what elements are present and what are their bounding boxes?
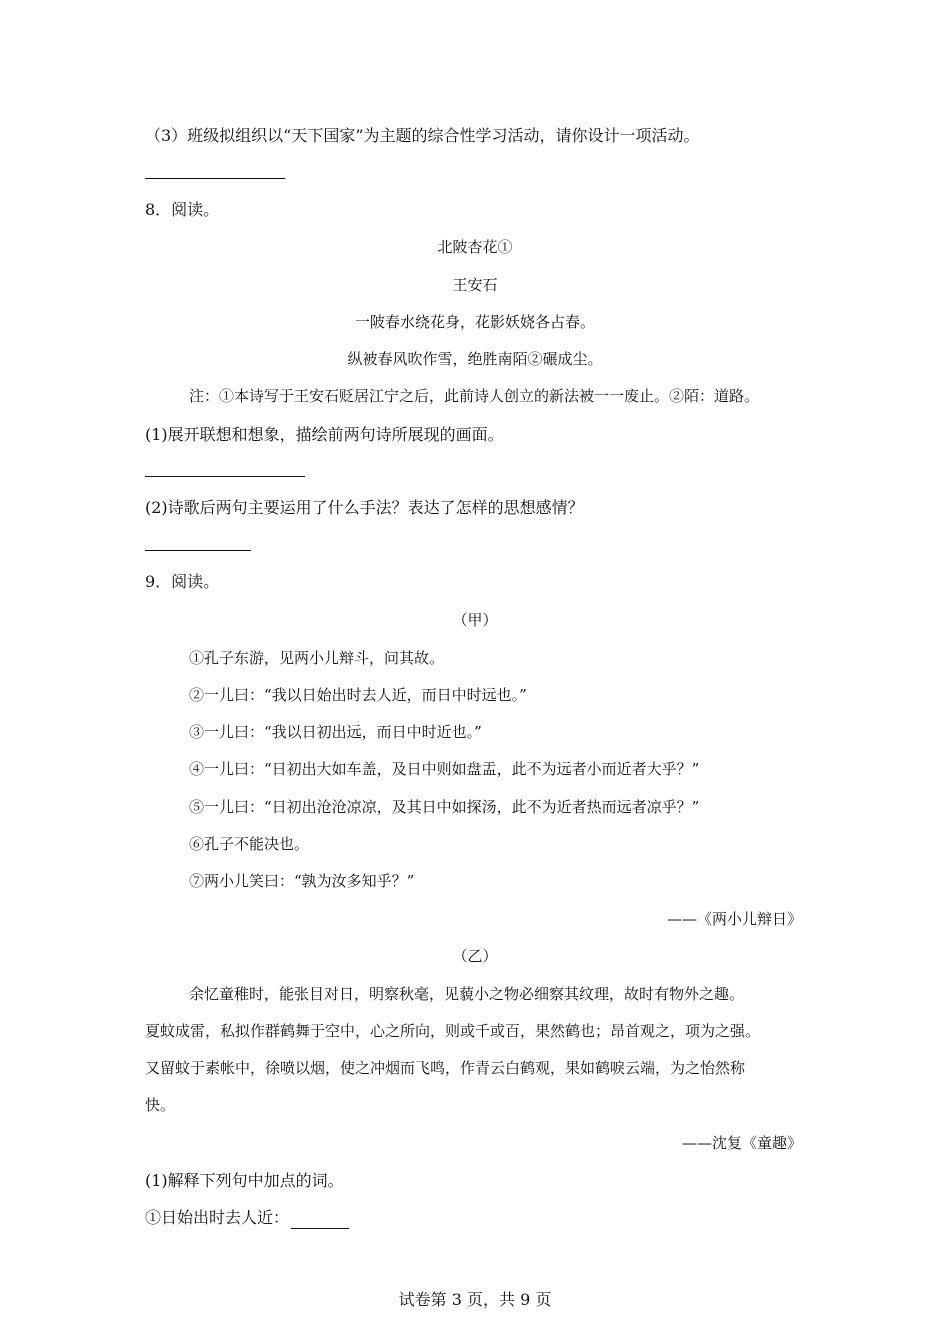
q8-sub2-answer-blank[interactable] bbox=[145, 550, 251, 551]
q9-sub1-item1 bbox=[145, 1207, 349, 1229]
jia-line-2: ②一儿曰：“我以日始出时去人近，而日中时远也。” bbox=[189, 686, 527, 704]
q7-part3-prompt: （3）班级拟组织以“天下国家”为主题的综合性学习活动，请你设计一项活动。 bbox=[145, 126, 700, 145]
yi-line-1: 余忆童稚时，能张目对日，明察秋毫，见藐小之物必细察其纹理，故时有物外之趣。 bbox=[189, 985, 745, 1003]
jia-line-3: ③一儿曰：“我以日初出远，而日中时近也。” bbox=[189, 723, 482, 741]
poem-note: 注：①本诗写于王安石贬居江宁之后，此前诗人创立的新法被一一废止。②陌：道路。 bbox=[189, 387, 760, 405]
jia-line-4: ④一儿曰：“日初出大如车盖，及日中则如盘盂，此不为远者小而近者大乎？” bbox=[189, 760, 700, 778]
poem-title: 北陂杏花① bbox=[437, 238, 513, 256]
yi-line-4: 快。 bbox=[145, 1096, 176, 1114]
passage-jia-label: （甲） bbox=[452, 611, 498, 629]
q8-heading: 8．阅读。 bbox=[145, 200, 220, 219]
q8-sub1-prompt: (1)展开联想和想象，描绘前两句诗所展现的画面。 bbox=[145, 425, 504, 444]
q9-sub1-item1-text: ①日始出时去人近： bbox=[145, 1208, 290, 1227]
yi-source: ——沈复《童趣》 bbox=[681, 1134, 802, 1152]
yi-line-2: 夏蚊成雷，私拟作群鹤舞于空中，心之所向，则或千或百，果然鹤也；昂首观之，项为之强。 bbox=[145, 1022, 761, 1040]
poem-line-2: 纵被春风吹作雪，绝胜南陌②碾成尘。 bbox=[347, 350, 603, 368]
jia-source: ——《两小儿辩日》 bbox=[666, 910, 802, 928]
jia-line-7: ⑦两小儿笑曰：“孰为汝多知乎？” bbox=[189, 872, 415, 890]
jia-line-1: ①孔子东游，见两小儿辩斗，问其故。 bbox=[189, 649, 445, 667]
yi-line-3: 又留蚊于素帐中，徐喷以烟，使之冲烟而飞鸣，作青云白鹤观，果如鹤唳云端，为之怡然称 bbox=[145, 1059, 746, 1077]
q9-heading: 9．阅读。 bbox=[145, 572, 220, 591]
jia-line-6: ⑥孔子不能决也。 bbox=[189, 835, 310, 853]
page-footer: 试卷第 3 页，共 9 页 bbox=[398, 1290, 552, 1309]
poem-author: 王安石 bbox=[452, 276, 498, 294]
q8-sub2-prompt: (2)诗歌后两句主要运用了什么手法？表达了怎样的思想感情？ bbox=[145, 498, 584, 517]
q9-sub1-prompt: (1)解释下列句中加点的词。 bbox=[145, 1171, 344, 1190]
passage-yi-label: （乙） bbox=[452, 947, 498, 965]
q7-part3-answer-blank[interactable] bbox=[145, 178, 285, 179]
q9-sub1-item1-answer-blank[interactable] bbox=[291, 1212, 349, 1229]
q8-sub1-answer-blank[interactable] bbox=[145, 476, 305, 477]
poem-line-1: 一陂春水绕花身，花影妖娆各占春。 bbox=[354, 313, 595, 331]
jia-line-5: ⑤一儿曰：“日初出沧沧凉凉，及其日中如探汤，此不为近者热而远者凉乎？” bbox=[189, 798, 700, 816]
